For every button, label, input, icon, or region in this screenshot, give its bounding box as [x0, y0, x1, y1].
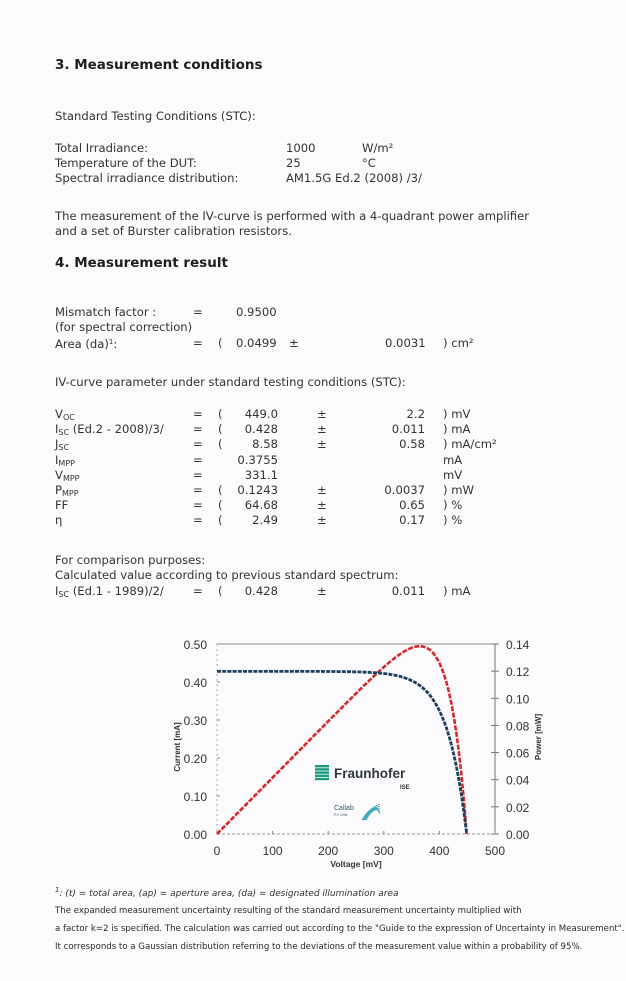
param-unit: ) %: [443, 513, 463, 528]
condition-unit: W/m²: [362, 141, 394, 155]
param-paren: (: [218, 498, 223, 513]
param-unit: mA: [443, 452, 463, 467]
param-unit: ) mA/cm²: [443, 437, 497, 452]
param-symbol: $V_{OC}$: [55, 407, 75, 422]
iv-params-label: IV-curve parameter under standard testing conditions (STC):: [55, 375, 406, 389]
param-eq: =: [193, 467, 203, 482]
footnote-uncertainty-line3: It corresponds to a Gaussian distribution referring to the deviations of the measurement value within a probability of 95%.: [55, 942, 583, 952]
y2-tick-label: 0.04: [506, 773, 530, 788]
param-pm: ±: [317, 407, 327, 421]
y2-tick-label: 0.06: [506, 746, 530, 761]
param-pm: ±: [317, 498, 327, 513]
x-tick-label: 500: [484, 844, 506, 858]
section-3-heading: 3. Measurement conditions: [55, 57, 263, 73]
fraunhofer-wordmark: Fraunhofer: [334, 766, 406, 781]
area-unit: ) cm²: [443, 336, 474, 350]
param-unit: ) mA: [443, 584, 471, 598]
area-paren: (: [218, 336, 223, 350]
y-axis-label: Current [mA]: [173, 722, 182, 772]
x-tick-label: 100: [262, 844, 283, 858]
param-eq: =: [193, 452, 203, 467]
param-value: 2.49: [252, 513, 278, 528]
stc-label: Standard Testing Conditions (STC):: [55, 109, 256, 123]
mismatch-value: 0.9500: [236, 305, 277, 319]
param-eq: =: [193, 584, 203, 598]
param-pm: ±: [317, 483, 327, 497]
y-tick-label: 0.40: [183, 676, 207, 690]
param-eq: =: [193, 513, 203, 528]
mismatch-eq: =: [193, 305, 203, 319]
param-eq: =: [193, 407, 203, 421]
x-axis-label: Voltage [mV]: [330, 859, 382, 869]
y-tick-label: 0.50: [183, 638, 207, 652]
param-symbol: $I_{SC}$ (Ed.1 - 1989)/2/: [55, 584, 164, 599]
param-symbol: $J_{SC}$: [55, 437, 70, 453]
param-symbol: $V_{MPP}$: [55, 467, 80, 483]
param-value: 0.1243: [237, 483, 278, 497]
iv-curve-chart: [0, 620, 626, 880]
condition-label: Spectral irradiance distribution:: [55, 171, 239, 185]
param-pm: ±: [317, 513, 327, 528]
param-value: 0.3755: [237, 452, 278, 467]
callab-sublabel: PV Cells: [334, 813, 348, 817]
area-value: 0.0499: [236, 336, 277, 350]
fraunhofer-logo: [315, 765, 329, 780]
param-unc: 0.011: [391, 422, 425, 437]
param-unc: 2.2: [406, 407, 425, 421]
param-value: 0.428: [244, 584, 278, 598]
area-eq: =: [193, 336, 203, 350]
param-unc: 0.58: [399, 437, 425, 452]
param-eq: =: [193, 483, 203, 497]
y2-tick-label: 0.02: [506, 800, 530, 815]
param-unc: 0.0037: [384, 483, 425, 497]
param-unit: mV: [443, 467, 463, 482]
param-paren: (: [218, 407, 223, 421]
param-paren: (: [218, 513, 223, 528]
y2-tick-label: 0.08: [506, 719, 530, 734]
condition-value: 25: [286, 156, 301, 170]
fraunhofer-ise-label: ISE: [400, 785, 410, 791]
section-4-heading: 4. Measurement result: [55, 255, 228, 271]
param-paren: (: [218, 584, 223, 598]
param-unit: ) %: [443, 498, 463, 513]
param-unit: ) mA: [443, 422, 471, 437]
mismatch-label: Mismatch factor :: [55, 305, 157, 319]
area-uncertainty: 0.0031: [385, 336, 426, 350]
param-eq: =: [193, 498, 203, 513]
param-unc: 0.011: [391, 584, 425, 598]
param-value: 0.428: [244, 422, 278, 437]
mismatch-sublabel: (for spectral correction): [55, 320, 193, 334]
param-value: 449.0: [244, 407, 278, 421]
param-unc: 0.65: [399, 498, 425, 513]
iv-method-note-line2: and a set of Burster calibration resistors.: [55, 224, 292, 238]
param-value: 331.1: [244, 467, 278, 482]
param-pm: ±: [317, 422, 327, 437]
param-paren: (: [218, 437, 223, 452]
param-pm: ±: [317, 584, 327, 598]
y2-tick-label: 0.14: [506, 638, 530, 652]
param-symbol: $I_{MPP}$: [55, 452, 75, 468]
y-tick-label: 0.10: [183, 790, 207, 804]
footnote-uncertainty-line2: a factor k=2 is specified. The calculation was carried out according to the "Guide to the expression of Uncertainty in Measurement".: [55, 924, 625, 934]
param-eq: =: [193, 437, 203, 452]
param-value: 8.58: [252, 437, 278, 452]
y2-tick-label: 0.00: [506, 828, 530, 842]
area-label: Area (da)$^1$:: [55, 337, 118, 351]
area-pm: ±: [289, 336, 299, 350]
param-pm: ±: [317, 437, 327, 452]
comparison-line1: For comparison purposes:: [55, 553, 206, 567]
condition-unit: °C: [362, 156, 376, 170]
condition-value: AM1.5G Ed.2 (2008) /3/: [286, 171, 422, 185]
footnote-uncertainty-line1: The expanded measurement uncertainty resulting of the standard measurement uncertainty multiplied with: [55, 906, 522, 916]
param-unc: 0.17: [399, 513, 425, 528]
x-tick-label: 0: [213, 844, 221, 858]
param-eq: =: [193, 422, 203, 437]
y-tick-label: 0.30: [183, 714, 207, 728]
x-tick-label: 200: [318, 844, 339, 858]
comparison-line2: Calculated value according to previous standard spectrum:: [55, 568, 399, 582]
y-tick-label: 0.00: [183, 828, 207, 842]
condition-label: Temperature of the DUT:: [55, 156, 197, 170]
param-symbol: η: [55, 513, 63, 528]
param-paren: (: [218, 422, 223, 437]
x-tick-label: 400: [429, 844, 450, 858]
y2-tick-label: 0.10: [506, 692, 530, 707]
y2-axis-label: Power [mW]: [534, 713, 543, 761]
param-symbol: $P_{MPP}$: [55, 483, 79, 498]
y2-tick-label: 0.12: [506, 665, 530, 680]
iv-method-note-line1: The measurement of the IV-curve is performed with a 4-quadrant power amplifier: [55, 209, 530, 223]
condition-label: Total Irradiance:: [55, 141, 149, 155]
y-tick-label: 0.20: [183, 752, 207, 766]
param-symbol: FF: [55, 498, 69, 513]
param-unit: ) mV: [443, 407, 471, 421]
param-unit: ) mW: [443, 483, 474, 497]
condition-value: 1000: [286, 141, 316, 155]
x-tick-label: 300: [373, 844, 394, 858]
callab-label: Callab: [334, 805, 354, 812]
param-paren: (: [218, 483, 223, 497]
param-value: 64.68: [244, 498, 278, 513]
param-symbol: $I_{SC}$ (Ed.2 - 2008)/3/: [55, 422, 164, 438]
footnote-area-definitions: $^1$: (t) = total area, (ap) = aperture area, (da) = designated illumination area: [55, 886, 399, 899]
